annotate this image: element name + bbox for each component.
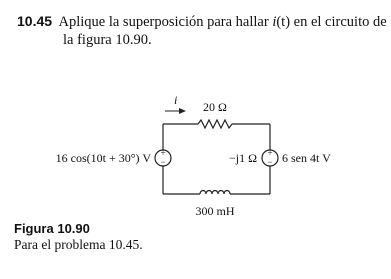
left-source-label: 16 cos(10t + 30°) V [55,151,151,165]
figure-text: Para el problema 10.45. [14,237,143,252]
resistor-icon [198,120,232,128]
current-label: i [174,93,178,107]
inductor-label: 300 mH [195,204,235,218]
left-source-plus: + [160,148,166,158]
problem-variable: i [272,14,277,30]
left-voltage-source-icon [155,148,171,167]
problem-number: 10.45 [17,13,53,29]
right-source-minus: − [267,157,273,167]
current-arrow-icon [165,108,186,114]
problem-text-line2: la figura 10.90. [63,32,152,48]
right-voltage-source-icon [262,148,278,167]
figure-caption [14,221,143,253]
figure-title: Figura 10.90 [14,221,90,236]
problem-text-line1-post: en el circuito de [290,14,387,30]
resistor-label: 20 Ω [203,100,227,114]
problem-text-line1-pre: Aplique la superposición para hallar [58,14,273,30]
right-source-plus: + [267,148,273,158]
inductor-icon [200,191,230,195]
problem-variable-arg: (t) [276,14,291,30]
left-source-minus: − [160,157,166,167]
right-source-label: 6 sen 4t V [282,151,331,165]
capacitor-label: −j1 Ω [228,151,257,165]
